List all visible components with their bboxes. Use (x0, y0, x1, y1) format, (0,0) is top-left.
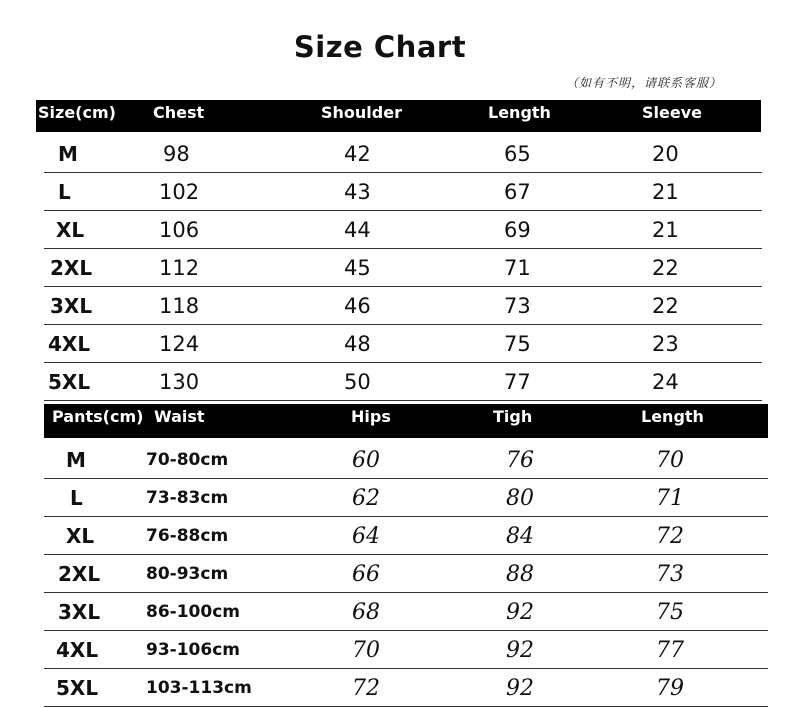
header-chest: Chest (153, 103, 205, 122)
hips-cell: 62 (352, 486, 380, 511)
hips-cell: 70 (352, 638, 380, 663)
header-waist: Waist (154, 407, 205, 426)
hips-cell: 60 (352, 448, 380, 473)
hips-cell: 68 (352, 600, 380, 625)
shoulder-cell: 42 (344, 142, 371, 166)
header-sleeve: Sleeve (642, 103, 702, 122)
size-cell: 2XL (58, 562, 101, 586)
hips-cell: 66 (352, 562, 380, 587)
bottom-table-row (44, 668, 768, 707)
tigh-cell: 80 (506, 486, 534, 511)
top-table-row (44, 362, 762, 401)
length-cell: 72 (656, 524, 684, 549)
bottom-table-row (44, 478, 768, 517)
chest-cell: 106 (159, 218, 200, 242)
top-table-row (44, 210, 762, 249)
size-cell: 4XL (56, 638, 99, 662)
shoulder-cell: 45 (344, 256, 371, 280)
tigh-cell: 88 (506, 562, 534, 587)
top-table-row (44, 134, 762, 173)
chest-cell: 118 (159, 294, 200, 318)
header-length: Length (641, 407, 704, 426)
chest-cell: 102 (159, 180, 200, 204)
shoulder-cell: 43 (344, 180, 371, 204)
shoulder-cell: 44 (344, 218, 371, 242)
size-cell: 5XL (56, 676, 99, 700)
tigh-cell: 84 (506, 524, 534, 549)
header-tigh: Tigh (493, 407, 533, 426)
tigh-cell: 92 (506, 600, 534, 625)
sleeve-cell: 22 (652, 256, 679, 280)
length-cell: 75 (656, 600, 684, 625)
length-cell: 79 (656, 676, 684, 701)
header-length: Length (488, 103, 551, 122)
hips-cell: 72 (352, 676, 380, 701)
length-cell: 75 (504, 332, 531, 356)
tigh-cell: 92 (506, 676, 534, 701)
sleeve-cell: 21 (652, 218, 679, 242)
shoulder-cell: 50 (344, 370, 371, 394)
size-cell: 5XL (48, 370, 91, 394)
sleeve-cell: 22 (652, 294, 679, 318)
length-cell: 67 (504, 180, 531, 204)
length-cell: 77 (504, 370, 531, 394)
waist-cell: 103-113cm (146, 678, 252, 698)
length-cell: 65 (504, 142, 531, 166)
waist-cell: 76-88cm (146, 526, 229, 546)
sleeve-cell: 20 (652, 142, 679, 166)
sleeve-cell: 21 (652, 180, 679, 204)
contact-note: （如有不明，请联系客服） (566, 76, 723, 90)
size-cell: L (58, 180, 71, 204)
size-cell: L (70, 486, 83, 510)
size-cell: 4XL (48, 332, 91, 356)
length-cell: 71 (656, 486, 684, 511)
bottom-table-row (44, 554, 768, 593)
bottom-table-row (44, 630, 768, 669)
size-cell: XL (56, 218, 85, 242)
size-cell: M (58, 142, 78, 166)
chest-cell: 112 (159, 256, 200, 280)
length-cell: 69 (504, 218, 531, 242)
length-cell: 73 (656, 562, 684, 587)
waist-cell: 70-80cm (146, 450, 229, 470)
size-cell: 2XL (50, 256, 93, 280)
size-cell: XL (66, 524, 95, 548)
shoulder-cell: 48 (344, 332, 371, 356)
length-cell: 71 (504, 256, 531, 280)
waist-cell: 93-106cm (146, 640, 240, 660)
size-cell: M (66, 448, 86, 472)
chest-cell: 98 (163, 142, 190, 166)
length-cell: 70 (656, 448, 684, 473)
length-cell: 73 (504, 294, 531, 318)
size-cell: 3XL (50, 294, 93, 318)
chest-cell: 130 (159, 370, 200, 394)
tigh-cell: 92 (506, 638, 534, 663)
top-table-row (44, 324, 762, 363)
waist-cell: 86-100cm (146, 602, 240, 622)
top-table-header (36, 100, 761, 132)
length-cell: 77 (656, 638, 684, 663)
header-hips: Hips (351, 407, 391, 426)
header-shoulder: Shoulder (321, 103, 402, 122)
bottom-table-row (44, 516, 768, 555)
sleeve-cell: 24 (652, 370, 679, 394)
hips-cell: 64 (352, 524, 380, 549)
bottom-table-header (44, 404, 768, 438)
header-size: Size(cm) (38, 103, 116, 122)
top-table-row (44, 248, 762, 287)
waist-cell: 80-93cm (146, 564, 229, 584)
shoulder-cell: 46 (344, 294, 371, 318)
top-table-row (44, 172, 762, 211)
page-title: Size Chart (293, 30, 467, 64)
header-pants: Pants(cm) (52, 407, 144, 426)
bottom-table-row (44, 592, 768, 631)
chest-cell: 124 (159, 332, 200, 356)
waist-cell: 73-83cm (146, 488, 229, 508)
sleeve-cell: 23 (652, 332, 679, 356)
tigh-cell: 76 (506, 448, 534, 473)
size-cell: 3XL (58, 600, 101, 624)
bottom-table-row (44, 440, 768, 479)
top-table-row (44, 286, 762, 325)
